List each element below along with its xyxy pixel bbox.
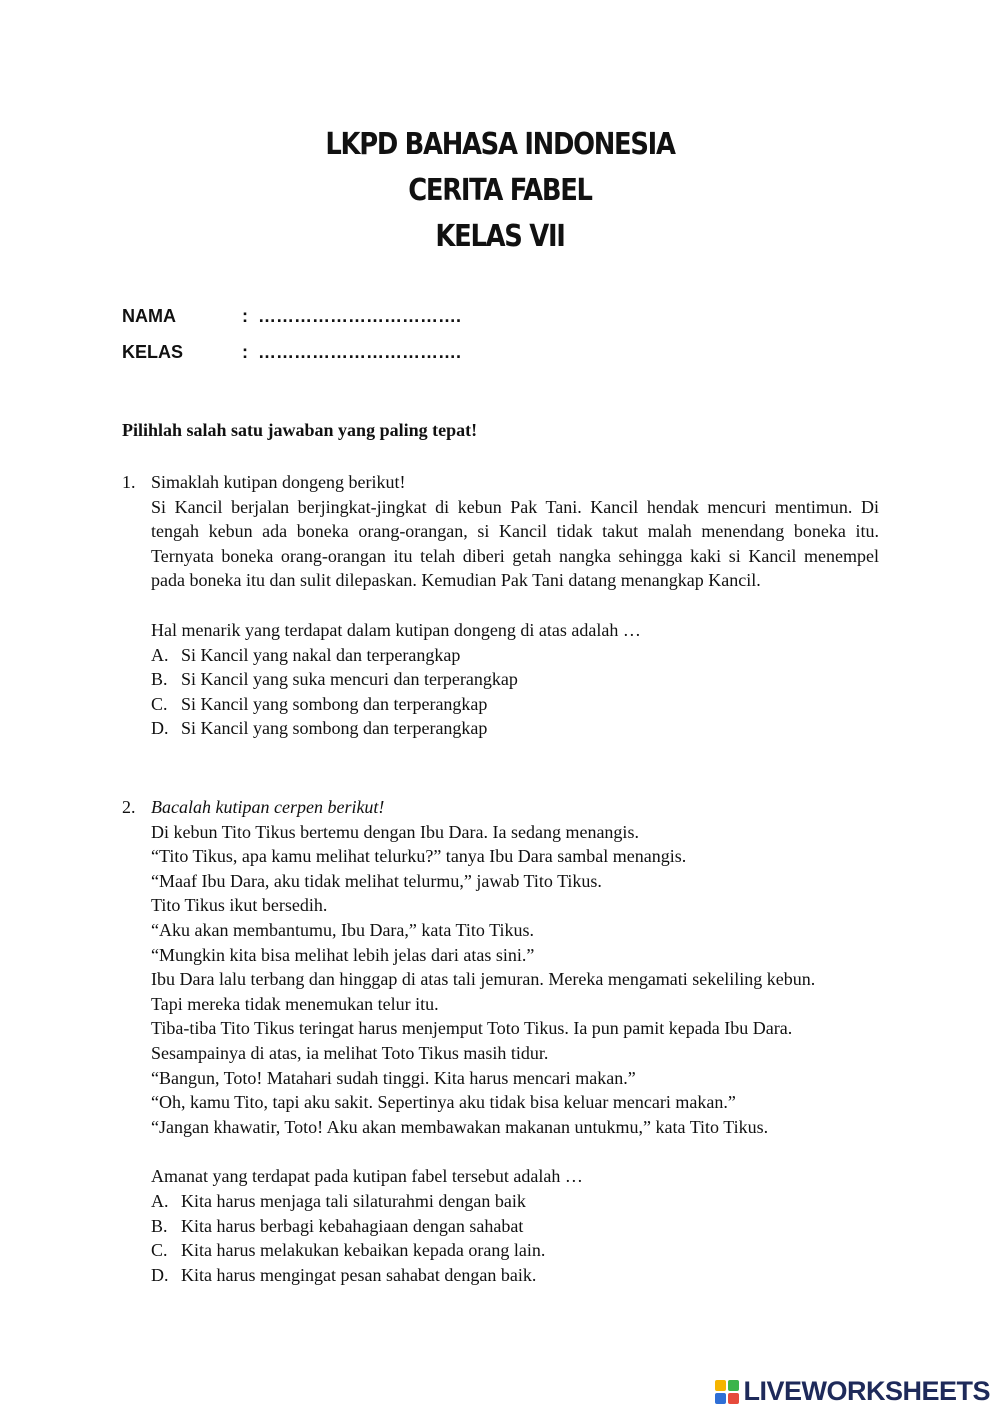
option-letter: C. bbox=[151, 1240, 168, 1261]
story-line: “Tito Tikus, apa kamu melihat telurku?” tanya Ibu Dara sambal menangis. bbox=[151, 846, 687, 867]
story-line: “Aku akan membantumu, Ibu Dara,” kata Tito Tikus. bbox=[151, 919, 534, 940]
option-text: Si Kancil yang nakal dan terperangkap bbox=[181, 644, 461, 665]
story-line: Sesampainya di atas, ia melihat Toto Tikus masih tidur. bbox=[151, 1042, 549, 1063]
option-letter: B. bbox=[151, 1215, 168, 1236]
class-separator: : bbox=[242, 341, 248, 362]
story-line: Ibu Dara lalu terbang dan hinggap di atas tali jemuran. Mereka mengamati sekeliling kebun. bbox=[151, 969, 816, 990]
option-letter: C. bbox=[151, 693, 168, 714]
identity-block bbox=[122, 298, 461, 370]
class-label: KELAS bbox=[122, 341, 184, 362]
answer-option-c[interactable] bbox=[151, 692, 879, 717]
question-prompt: Hal menarik yang terdapat dalam kutipan dongeng di atas adalah … bbox=[151, 619, 641, 640]
story-line: Tiba-tiba Tito Tikus teringat harus menjemput Toto Tikus. Ia pun pamit kepada Ibu Dara. bbox=[151, 1018, 793, 1039]
class-blank[interactable]: ……………………………. bbox=[258, 341, 462, 362]
worksheet-title bbox=[70, 122, 930, 260]
liveworksheets-watermark bbox=[715, 1376, 990, 1407]
answer-option-c[interactable] bbox=[151, 1238, 892, 1263]
question-1 bbox=[122, 470, 879, 741]
option-text: Si Kancil yang sombong dan terperangkap bbox=[181, 718, 488, 739]
story-line: “Mungkin kita bisa melihat lebih jelas dari atas sini.” bbox=[151, 944, 535, 965]
option-text: Kita harus mengingat pesan sahabat dengan baik. bbox=[181, 1264, 537, 1285]
logo-tile bbox=[715, 1380, 726, 1391]
option-text: Si Kancil yang sombong dan terperangkap bbox=[181, 693, 488, 714]
instruction: Pilihlah salah satu jawaban yang paling tepat! bbox=[122, 420, 478, 440]
option-letter: B. bbox=[151, 669, 168, 690]
option-text: Si Kancil yang suka mencuri dan terperangkap bbox=[181, 669, 518, 690]
answer-option-b[interactable] bbox=[151, 1214, 892, 1239]
answer-option-d[interactable] bbox=[151, 1263, 892, 1288]
story-line: Tito Tikus ikut bersedih. bbox=[151, 895, 328, 916]
watermark-text: LIVEWORKSHEETS bbox=[743, 1376, 990, 1406]
question-prompt: Amanat yang terdapat pada kutipan fabel tersebut adalah … bbox=[151, 1166, 583, 1187]
question-intro: Simaklah kutipan dongeng berikut! bbox=[151, 472, 406, 492]
story-line: Di kebun Tito Tikus bertemu dengan Ibu Dara. Ia sedang menangis. bbox=[151, 821, 639, 842]
answer-option-a[interactable] bbox=[151, 1189, 892, 1214]
title-line-3: KELAS VII bbox=[435, 219, 565, 254]
answer-option-a[interactable] bbox=[151, 643, 879, 668]
answer-option-b[interactable] bbox=[151, 667, 879, 692]
logo-tile bbox=[715, 1393, 726, 1404]
name-label: NAMA bbox=[122, 305, 176, 326]
logo-tile bbox=[728, 1393, 739, 1404]
story-passage: Si Kancil berjalan berjingkat-jingkat di kebun Pak Tani. Kancil hendak mencuri mentimun. Di tengah kebun ada boneka orang-orangan, si Kancil tidak takut malah menendang boneka itu. Ternyata boneka orang-orangan itu telah diberi getah nangka sehingga kaki si Kancil menempel pada boneka itu dan sulit dilepaskan. Kemudian Pak Tani datang menangkap Kancil. bbox=[151, 496, 879, 591]
option-text: Kita harus melakukan kebaikan kepada orang lain. bbox=[181, 1240, 546, 1261]
story-line: Tapi mereka tidak menemukan telur itu. bbox=[151, 993, 439, 1014]
story-line: “Oh, kamu Tito, tapi aku sakit. Sepertinya aku tidak bisa keluar mencari makan.” bbox=[151, 1092, 736, 1113]
title-line-1: LKPD BAHASA INDONESIA bbox=[325, 127, 675, 162]
option-text: Kita harus berbagi kebahagiaan dengan sahabat bbox=[181, 1215, 524, 1236]
question-number: 1. bbox=[122, 472, 136, 492]
class-row bbox=[122, 334, 461, 370]
name-blank[interactable]: ……………………………. bbox=[258, 305, 462, 326]
option-letter: A. bbox=[151, 644, 169, 665]
question-2 bbox=[122, 795, 892, 1287]
option-letter: D. bbox=[151, 1264, 169, 1285]
option-letter: D. bbox=[151, 718, 169, 739]
logo-tile bbox=[728, 1380, 739, 1391]
story-line: “Jangan khawatir, Toto! Aku akan membawakan makanan untukmu,” kata Tito Tikus. bbox=[151, 1116, 769, 1137]
name-row bbox=[122, 298, 461, 334]
title-line-2: CERITA FABEL bbox=[408, 173, 592, 208]
question-number: 2. bbox=[122, 797, 136, 817]
name-separator: : bbox=[242, 305, 248, 326]
option-letter: A. bbox=[151, 1190, 169, 1211]
story-line: “Bangun, Toto! Matahari sudah tinggi. Kita harus mencari makan.” bbox=[151, 1067, 636, 1088]
option-text: Kita harus menjaga tali silaturahmi dengan baik bbox=[181, 1190, 526, 1211]
question-intro: Bacalah kutipan cerpen berikut! bbox=[151, 797, 385, 817]
answer-option-d[interactable] bbox=[151, 716, 879, 741]
liveworksheets-logo-icon bbox=[715, 1380, 739, 1404]
story-line: “Maaf Ibu Dara, aku tidak melihat telurmu,” jawab Tito Tikus. bbox=[151, 870, 602, 891]
